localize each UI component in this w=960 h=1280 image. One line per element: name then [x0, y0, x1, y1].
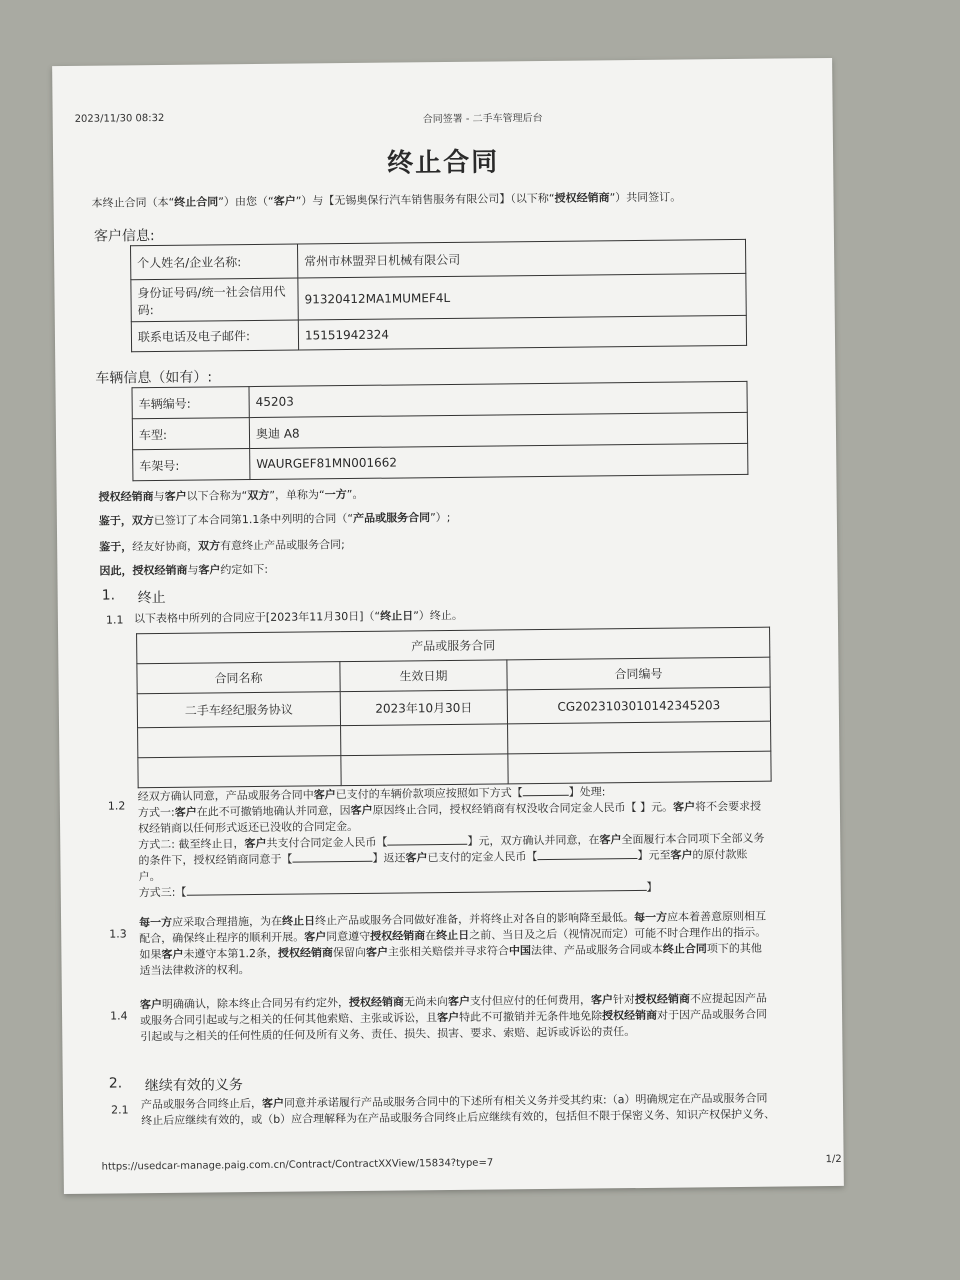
customer-contact-label: 联系电话及电子邮件: — [131, 320, 298, 352]
clause-1-2-text: 经双方确认同意，产品或服务合同中客户已支付的车辆价款项应按照如下方式【 】处理: 方式一:客户在此不可撤销地确认并同意，因客户原因终止合同，授权经销商有权没收合同定金人民币【 】元。客户将不会要求授 权经销商以任何形式返还已没收的合同定金。 方式二: 截至终止日，客户共支付合同定金人民币【 】元，双方确认并同意，在客户全面履行本合同项下全部义务 的条件下，授权经销商同意于【 】返还客户已支付的定金人民币【 】元至客户的原付款账 户。 方式三:【 】 — [137, 785, 765, 900]
clause-1-3-text: 每一方应采取合理措施，为在终止日终止产品或服务合同做好准备，并将终止对各自的影响降至最低。每一方应本着善意原则相互 配合，确保终止程序的顺利开展。客户同意遵守授权经销商在终止日之前、当日及之后（视情况而定）可能不时合理作出的指示。 如果客户未遵守本第1.2条，授权经销商保留向客户主张相关赔偿并寻求符合中国法律、产品或服务合同或本终止合同项下的其他 适当法律救济的权利。 — [139, 909, 767, 978]
contract-table-caption: 产品或服务合同 — [137, 627, 770, 664]
table-row — [133, 443, 748, 480]
col-header-contract-name: 合同名称 — [137, 662, 340, 694]
table-row — [131, 273, 746, 321]
col-header-contract-number: 合同编号 — [507, 657, 770, 690]
vehicle-model-value: 奥迪 A8 — [249, 412, 747, 448]
effective-date-cell: 2023年10月30日 — [340, 690, 507, 726]
contract-name-cell: 二手车经纪服务协议 — [137, 692, 340, 728]
vin-value: WAURGEF81MN001662 — [250, 443, 748, 479]
customer-id-label: 身份证号码/统一社会信用代码: — [131, 278, 298, 322]
vehicle-info-heading: 车辆信息（如有）: — [95, 369, 213, 387]
clause-1-3-number: 1.3 — [109, 927, 127, 941]
print-datetime: 2023/11/30 08:32 — [74, 112, 165, 125]
customer-id-value: 91320412MA1MUMEF4L — [298, 273, 746, 320]
clause-2-1-text: 产品或服务合同终止后，客户同意并承诺履行产品或服务合同中的下述所有相关义务并受其约束:（a）明确规定在产品或服务合同 终止后应继续有效的，或（b）应合理解释为在产品或服务合同终止后应继续有效的，包括但不限于保密义务、知识产权保护义务、 — [140, 1091, 776, 1128]
col-header-effective-date: 生效日期 — [340, 660, 507, 692]
parties-definition: 授权经销商与客户以下合称为“双方”，单称为“一方”。 — [98, 487, 364, 504]
customer-name-value: 常州市林盟羿日机械有限公司 — [297, 239, 745, 278]
customer-name-label: 个人姓名/企业名称: — [131, 244, 298, 280]
vehicle-number-value: 45203 — [249, 381, 747, 417]
vehicle-model-label: 车型: — [132, 418, 249, 450]
vin-label: 车架号: — [133, 449, 250, 481]
print-page-title: 合同签署 - 二手车管理后台 — [422, 112, 543, 126]
contract-number-cell: CG2023103010142345203 — [507, 687, 770, 724]
customer-info-heading: 客户信息: — [93, 228, 155, 245]
customer-info-table — [130, 239, 747, 352]
document-title: 终止合同 — [386, 147, 500, 179]
table-row — [138, 751, 771, 788]
vehicle-number-label: 车辆编号: — [132, 387, 249, 419]
whereas-clause-1: 鉴于，双方已签订了本合同第1.1条中列明的合同（“产品或服务合同”）; — [98, 510, 451, 528]
clause-1-4-number: 1.4 — [109, 1009, 128, 1023]
section-1-number: 1. — [101, 587, 116, 604]
clause-1-1-number: 1.1 — [105, 613, 124, 627]
intro-paragraph: 本终止合同（本“终止合同”）由您（“客户”）与【无锡奥保行汽车销售服务有限公司】（以下称“授权经销商”）共同签订。 — [91, 190, 682, 210]
therefore-clause: 因此，授权经销商与客户约定如下: — [99, 562, 269, 578]
clause-2-1-number: 2.1 — [110, 1103, 129, 1117]
section-2-number: 2. — [108, 1075, 123, 1092]
section-2-title: 继续有效的义务 — [144, 1077, 243, 1095]
vehicle-info-table — [131, 381, 748, 481]
section-1-title: 终止 — [137, 589, 166, 607]
clause-1-4-text: 客户明确确认，除本终止合同另有约定外，授权经销商无尚未向客户支付但应付的任何费用，客户针对授权经销商不应提起因产品 或服务合同引起或与之相关的任何其他索赔、主张或诉讼，且客户特此不可撤销并无条件地免除授权经销商对于因产品或服务合同 引起或与之相关的任何性质的任何及所有义务、责任、损失、损害、要求、索赔、起诉或诉讼的责任。 — [139, 991, 768, 1044]
whereas-clause-2: 鉴于，经友好协商，双方有意终止产品或服务合同; — [99, 538, 345, 554]
table-row — [131, 315, 746, 351]
clause-1-2-number: 1.2 — [107, 799, 126, 813]
contract-table — [136, 627, 772, 789]
print-url: https://usedcar-manage.paig.com.cn/Contract/ContractXXView/15834?type=7 — [101, 1157, 494, 1173]
page-number: 1/2 — [825, 1153, 842, 1166]
contract-sheet — [52, 58, 844, 1194]
customer-contact-value: 15151942324 — [298, 315, 746, 350]
clause-1-1-text: 以下表格中所列的合同应于[2023年11月30日]（“终止日”）终止。 — [133, 608, 463, 626]
